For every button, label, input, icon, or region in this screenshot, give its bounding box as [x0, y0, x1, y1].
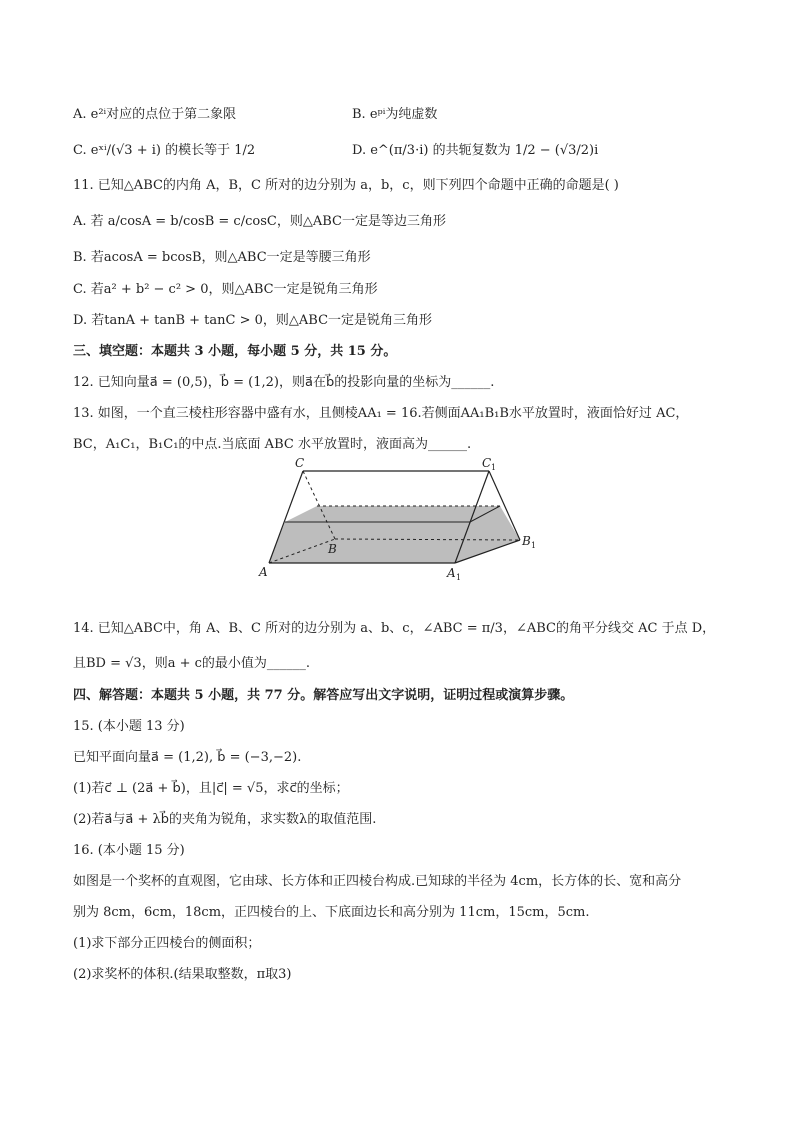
- q16-part-1: (1)求下部分正四棱台的侧面积；: [73, 936, 261, 951]
- label-b: B: [328, 542, 337, 556]
- q16-title: 16. (本小题 15 分): [73, 843, 185, 858]
- label-c1-sub: 1: [491, 463, 497, 472]
- prism-figure: [255, 455, 545, 585]
- section-heading-solve: 四、解答题：本题共 5 小题，共 77 分。解答应写出文字说明，证明过程或演算步骤。: [73, 688, 574, 703]
- q11-option-b: B. 若acosA = bcosB，则△ABC一定是等腰三角形: [73, 250, 371, 265]
- q10-option-a: A. e²ⁱ对应的点位于第二象限: [73, 107, 237, 122]
- q14-line-1: 14. 已知△ABC中，角 A、B、C 所对的边分别为 a、b、c，∠ABC = π/3，∠ABC的角平分线交 AC 于点 D，: [73, 621, 716, 636]
- label-a1: A: [447, 566, 456, 580]
- water-surface-shape: [269, 506, 520, 563]
- q16-part-2: (2)求奖杯的体积.(结果取整数，π取3): [73, 967, 292, 982]
- q13-line-2: BC，A₁C₁，B₁C₁的中点.当底面 ABC 水平放置时，液面高为______.: [73, 437, 472, 452]
- q11-option-c: C. 若a² + b² − c² > 0，则△ABC一定是锐角三角形: [73, 282, 378, 297]
- q16-stem-2: 别为 8cm，6cm，18cm，正四棱台的上、下底面边长和高分别为 11cm，15cm，5cm.: [73, 905, 590, 920]
- q15-part-1: (1)若c⃗ ⊥ (2a⃗ + b⃗)，且|c⃗| = √5，求c⃗的坐标；: [73, 781, 349, 796]
- label-c1: C: [482, 456, 492, 470]
- label-b1-sub: 1: [531, 541, 537, 550]
- q15-part-2: (2)若a⃗与a⃗ + λb⃗的夹角为锐角，求实数λ的取值范围.: [73, 812, 377, 827]
- q11-option-d: D. 若tanA + tanB + tanC > 0，则△ABC一定是锐角三角形: [73, 313, 433, 328]
- label-a1-sub: 1: [456, 573, 462, 582]
- q13-line-1: 13. 如图，一个直三棱柱形容器中盛有水，且侧棱AA₁ = 16.若侧面AA₁B₁B水平放置时，液面恰好过 AC，: [73, 406, 689, 421]
- label-b1: B: [522, 534, 531, 548]
- q15-title: 15. (本小题 13 分): [73, 719, 185, 734]
- q16-stem-1: 如图是一个奖杯的直观图，它由球、长方体和正四棱台构成.已知球的半径为 4cm，长方体的长、宽和高分: [73, 874, 682, 889]
- label-c: C: [295, 456, 305, 470]
- q10-option-c: C. eˣⁱ/(√3 + i) 的模长等于 1/2: [73, 143, 256, 158]
- section-heading-fill-in: 三、填空题：本题共 3 小题，每小题 5 分，共 15 分。: [73, 344, 397, 359]
- q14-line-2: 且BD = √3，则a + c的最小值为______.: [73, 656, 311, 671]
- label-a: A: [259, 565, 268, 579]
- q10-option-b: B. eᵖⁱ为纯虚数: [352, 107, 438, 122]
- q11-option-a: A. 若 a/cosA = b/cosB = c/cosC，则△ABC一定是等边三角形: [73, 214, 446, 229]
- q15-stem: 已知平面向量a⃗ = (1,2), b⃗ = (−3,−2).: [73, 750, 302, 765]
- q12-text: 12. 已知向量a⃗ = (0,5)，b⃗ = (1,2)，则a⃗在b⃗的投影向量的坐标为______.: [73, 375, 495, 390]
- q10-option-d: D. e^(π/3·i) 的共轭复数为 1/2 − (√3/2)i: [352, 143, 599, 158]
- q11-stem: 11. 已知△ABC的内角 A，B，C 所对的边分别为 a，b，c，则下列四个命题中正确的命题是( ): [73, 178, 619, 193]
